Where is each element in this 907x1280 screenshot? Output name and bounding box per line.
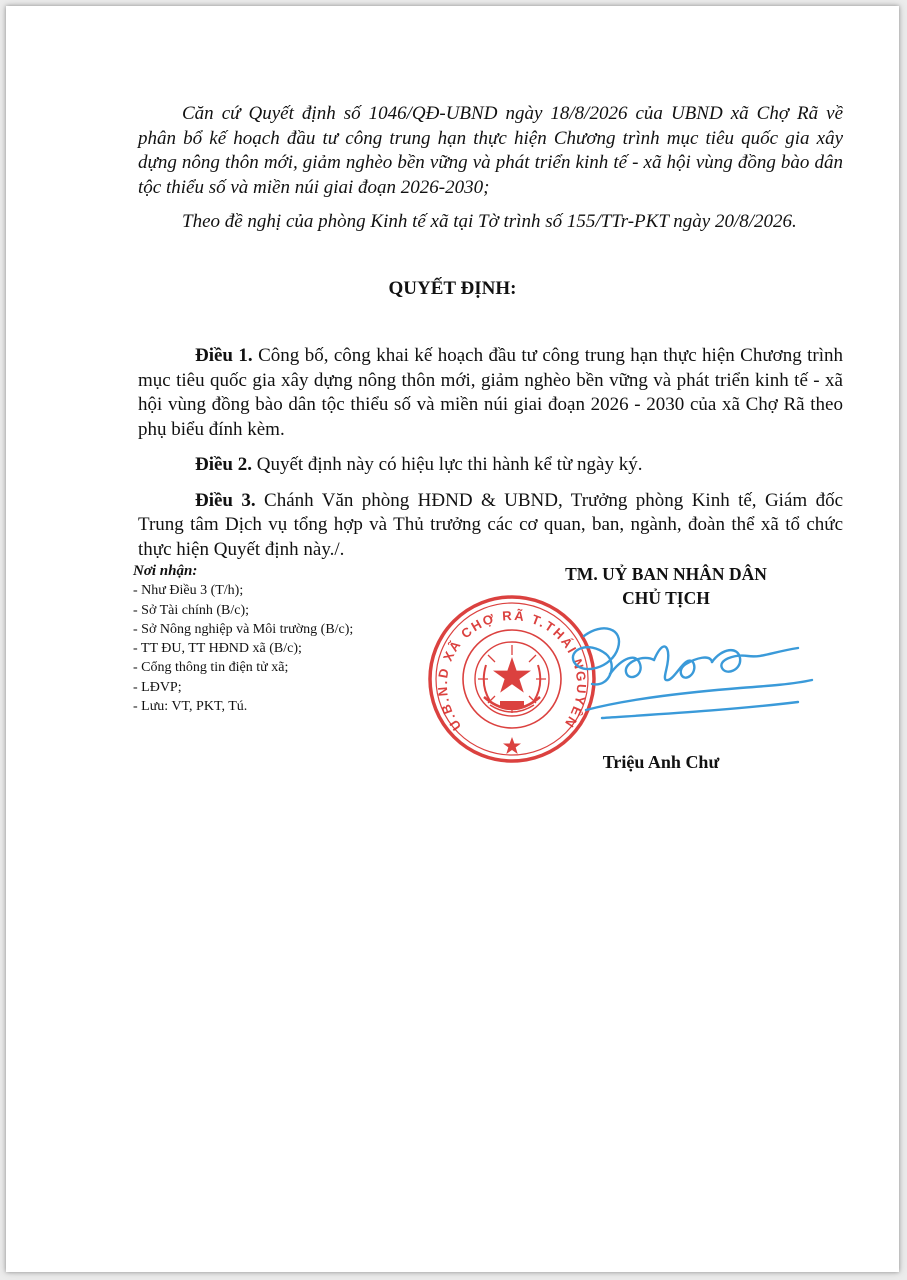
- article-2-text: Quyết định này có hiệu lực thi hành kể từ ngày ký.: [252, 454, 643, 475]
- signing-authority: TM. UỶ BAN NHÂN DÂN: [565, 564, 767, 584]
- signer-position: CHỦ TỊCH: [622, 588, 710, 608]
- article-3: [138, 489, 843, 563]
- recipient-item: - Lưu: VT, PKT, Tú.: [133, 699, 248, 715]
- recipient-item: - Sở Nông nghiệp và Môi trường (B/c);: [133, 621, 354, 637]
- document-page: [6, 6, 899, 1272]
- article-2: [138, 453, 843, 478]
- recipient-item: - Sở Tài chính (B/c);: [133, 602, 250, 618]
- preamble-proposal-paragraph: Theo đề nghị của phòng Kinh tế xã tại Tờ trình số 155/TTr-PKT ngày 20/8/2026.: [182, 211, 797, 232]
- recipient-item: - Cổng thông tin điện tử xã;: [133, 660, 289, 676]
- recipients-list: [133, 562, 433, 716]
- article-1-label: Điều 1.: [195, 345, 253, 366]
- signer-name: Triệu Anh Chư: [602, 752, 720, 772]
- article-2-label: Điều 2.: [195, 454, 252, 475]
- article-1-text: Công bố, công khai kế hoạch đầu tư công trung hạn thực hiện Chương trình mục tiêu quốc gia xây dựng nông thôn mới, giảm nghèo bền vững và phát triển kinh tế - xã hội vùng đồng bào dân tộc thiểu số và miền núi giai đoạn 2026 - 2030 của xã Chợ Rã theo phụ biểu đính kèm.: [138, 345, 844, 440]
- articles: [138, 344, 843, 562]
- decision-title: QUYẾT ĐỊNH:: [388, 278, 517, 299]
- handwritten-signature: [562, 618, 814, 740]
- recipient-item: - LĐVP;: [133, 679, 182, 695]
- recipient-item: - TT ĐU, TT HĐND xã (B/c);: [133, 641, 302, 657]
- svg-text:U.B.N.D XÃ CHỢ RÃ T.THÁI: U.B.N.D XÃ CHỢ RÃ T.THÁI NGUYÊN: [434, 607, 590, 734]
- recipients-heading: Nơi nhận:: [133, 563, 198, 579]
- preamble: [138, 102, 843, 235]
- recipient-item: - Như Điều 3 (T/h);: [133, 583, 244, 599]
- article-1: [138, 344, 843, 442]
- article-3-label: Điều 3.: [195, 489, 256, 511]
- article-3-text: Chánh Văn phòng HĐND & UBND, Trưởng phòng Kinh tế, Giám đốc Trung tâm Dịch vụ tổng hợp và Thủ trưởng các cơ quan, ban, ngành, đoàn thể xã tổ chức thực hiện Quyết định này./.: [138, 489, 844, 560]
- preamble-basis-paragraph: Căn cứ Quyết định số 1046/QĐ-UBND ngày 18/8/2026 của UBND xã Chợ Rã về phân bổ kế hoạch đầu tư công trung hạn thực hiện Chương trình mục tiêu quốc gia xây dựng nông thôn mới, giảm nghèo bền vững và phát triển kinh tế - xã hội vùng đồng bào dân tộc thiểu số và miền núi giai đoạn 2026-2030;: [138, 103, 843, 198]
